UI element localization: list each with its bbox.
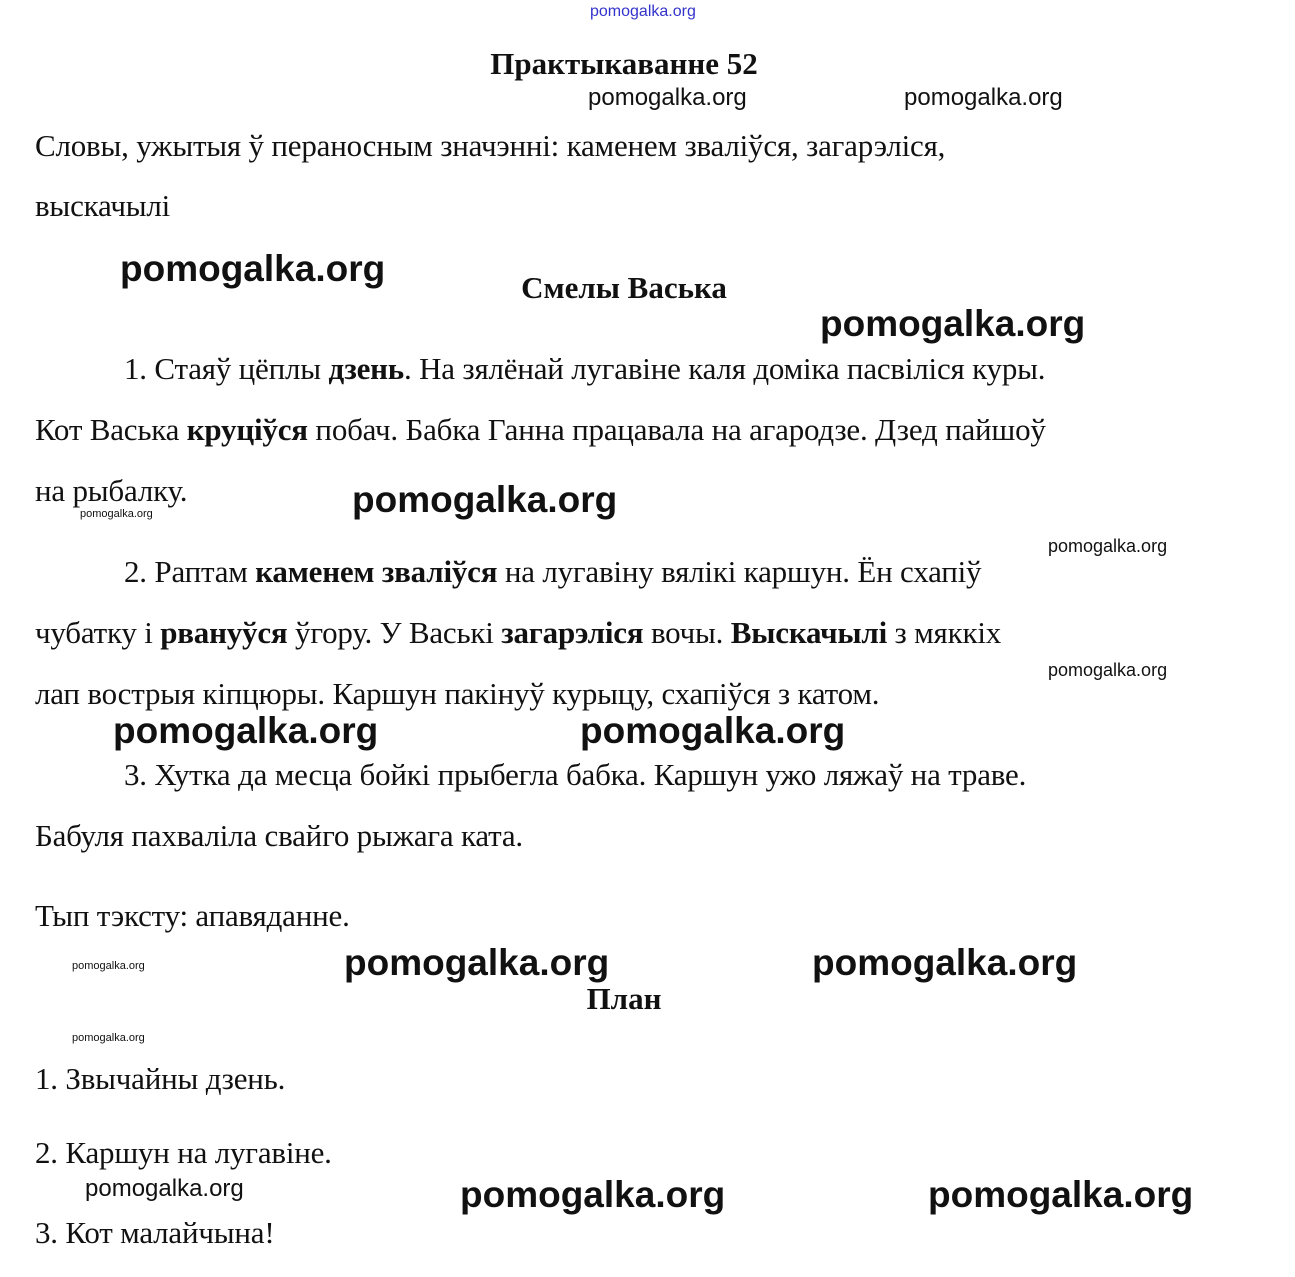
text-segment: 2. Каршун на лугавіне. [35, 1135, 332, 1170]
highlighted-word: круціўся [186, 412, 308, 447]
plan-line [35, 1217, 274, 1248]
text-segment: вочы. [643, 615, 731, 650]
watermark: pomogalka.org [120, 248, 386, 289]
story-line [35, 617, 1001, 648]
story-line [35, 678, 879, 709]
watermark: pomogalka.org [928, 1174, 1194, 1215]
plan-line [35, 1063, 285, 1094]
text-segment: з мяккіх [886, 615, 1002, 650]
watermark: pomogalka.org [352, 479, 618, 520]
text-segment: на лугавіну вялікі каршун. Ён схапіў [497, 554, 982, 589]
highlighted-word: загарэліся [501, 615, 644, 650]
watermark: pomogalka.org [812, 942, 1078, 983]
text-segment: чубатку і [35, 615, 161, 650]
story-line [124, 353, 1045, 384]
text-segment: Кот Васька [35, 412, 187, 447]
text-segment: . На зялёнай лугавіне каля доміка пасвіліся куры. [404, 351, 1046, 386]
watermark: pomogalka.org [80, 508, 153, 520]
intro-line [35, 190, 170, 221]
watermark: pomogalka.org [85, 1175, 244, 1202]
story-line [124, 556, 981, 587]
plan-line [35, 1137, 332, 1168]
highlighted-word: рвануўся [160, 615, 288, 650]
watermark: pomogalka.org [344, 942, 610, 983]
watermark: pomogalka.org [1048, 660, 1168, 680]
text-segment: 3. Кот малайчына! [35, 1215, 275, 1250]
text-segment: ўгору. У Ваські [287, 615, 502, 650]
highlighted-word: дзень [328, 351, 404, 386]
story-line [124, 759, 1026, 790]
watermark: pomogalka.org [113, 710, 379, 751]
text-segment: 1. Стаяў цёплы [124, 351, 329, 386]
text-segment: Бабуля пахваліла свайго рыжага ката. [35, 818, 523, 853]
text-segment: Тып тэксту: апавяданне. [35, 898, 350, 933]
text-segment: Словы, ужытыя ў пераносным значэнні: каменем зваліўся, загарэліся, [35, 128, 946, 163]
text-segment: 1. Звычайны дзень. [35, 1061, 286, 1096]
watermark: pomogalka.org [820, 303, 1086, 344]
watermark: pomogalka.org [460, 1174, 726, 1215]
text-segment: 2. Раптам [124, 554, 256, 589]
story-line [35, 900, 350, 931]
text-segment: лап вострыя кіпцюры. Каршун пакінуў курыцу, схапіўся з катом. [35, 676, 880, 711]
story-line [35, 475, 187, 506]
text-segment: 3. Хутка да месца бойкі прыбегла бабка. Каршун ужо ляжаў на траве. [124, 757, 1027, 792]
intro-line [35, 130, 945, 161]
page-title: Практыкаванне 52 [490, 46, 758, 81]
highlighted-word: каменем зваліўся [255, 554, 498, 589]
watermark: pomogalka.org [1048, 536, 1168, 556]
story-line [35, 414, 1046, 445]
watermark: pomogalka.org [580, 710, 846, 751]
story-line [35, 820, 523, 851]
watermark: pomogalka.org [72, 960, 145, 972]
text-segment: выскачылі [35, 188, 171, 223]
watermark: pomogalka.org [72, 1032, 145, 1044]
highlighted-word: Выскачылі [730, 615, 887, 650]
watermark: pomogalka.org [904, 84, 1063, 111]
text-segment: на рыбалку. [35, 473, 188, 508]
plan-title: План [586, 981, 662, 1016]
watermark: pomogalka.org [590, 3, 696, 20]
story-title: Смелы Васька [521, 270, 727, 305]
text-segment: побач. Бабка Ганна працавала на агародзе. Дзед пайшоў [307, 412, 1046, 447]
watermark: pomogalka.org [588, 84, 747, 111]
